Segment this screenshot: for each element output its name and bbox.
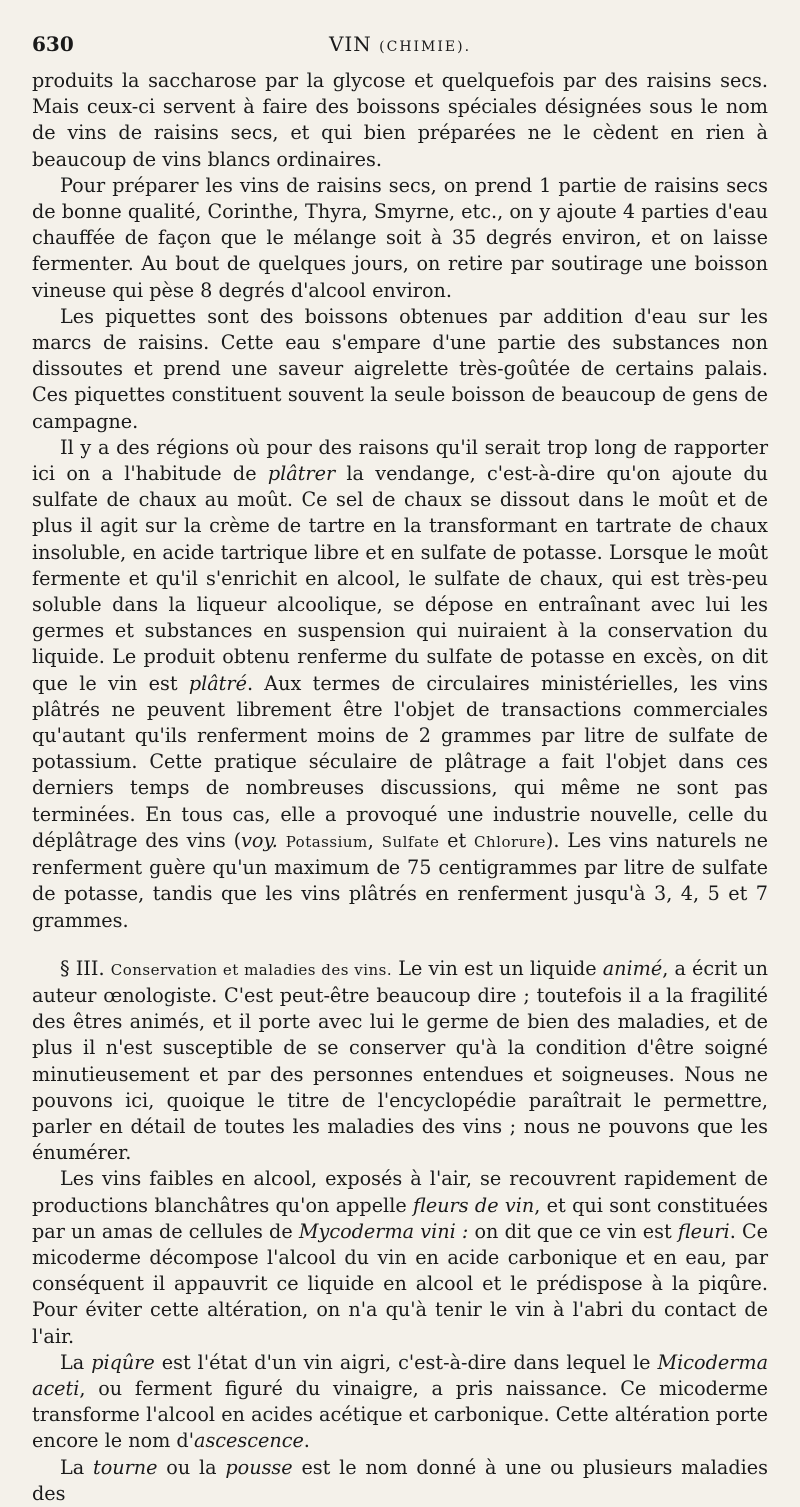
paragraph-platrage: Il y a des régions où pour des raisons qu'il serait trop long de rapporter ici on a l'habitude de plâtrer la vendange, c'est-à-dire qu'on ajoute du sulfate de chaux au moût. Ce sel de chaux se dissout dans le moût et de plus il agit sur la crème de tartre en la transformant en tartrate de chaux insoluble, en acide tartrique libre et en sulfate de potasse. Lorsque le moût fermente et qu'il s'enrichit en alcool, le sulfate de chaux, qui est très-peu soluble dans la liqueur alcoolique, se dépose en entraînant avec lui les germes et substances en suspension qui nuiraient à la conservation du liquide. Le produit obtenu renferme du sulfate de potasse en excès, on dit que le vin est plâtré. Aux termes de circulaires ministérielles, les vins plâtrés ne peuvent librement être l'objet de transactions commerciales qu'autant qu'ils renferment moins de 2 grammes par litre de sulfate de potassium. Cette pratique séculaire de plâtrage a fait l'objet dans ces derniers temps de nombreuses discussions, qui même ne sont pas terminées. En tous cas, elle a provoqué une industrie nouvelle, celle du déplâtrage des vins (voy. Potassium, Sulfate et Chlorure). Les vins naturels ne renferment guère qu'un maximum de 75 centigrammes par litre de sulfate de potasse, tandis que les vins plâtrés en renferment jusqu'à 3, 4, 5 et 7 grammes. [32, 435, 768, 932]
section-number: § III. [60, 956, 105, 980]
section-title: Conservation et maladies des vins. [110, 960, 393, 979]
paragraph-piqure: La piqûre est l'état d'un vin aigri, c'est-à-dire dans lequel le Micoderma aceti, ou ferment figuré du vinaigre, a pris naissance. Ce micoderme transforme l'alcool en acides acétique et carbonique. Cette altération porte encore le nom d'ascescence. [32, 1350, 769, 1453]
running-head [32, 32, 768, 56]
page-number: 630 [32, 32, 74, 56]
running-title: VIN [328, 32, 372, 56]
page-body [32, 68, 768, 1507]
page-header [32, 28, 768, 68]
paragraph-preparation: Pour préparer les vins de raisins secs, on prend 1 partie de raisins secs de bonne qualité, Corinthe, Thyra, Smyrne, etc., on y ajoute 4 parties d'eau chauffée de façon que le mélange soit à 35 degrés environ, et on laisse fermenter. Au bout de quelques jours, on retire par soutirage une boisson vineuse qui pèse 8 degrés d'alcool environ. [32, 173, 768, 302]
paragraph-raisins-secs-intro: produits la saccharose par la glycose et quelquefois par des raisins secs. Mais ceux-ci servent à faire des boissons spéciales désignées sous le nom de vins de raisins secs, et qui bien préparées ne le cèdent en rien à beaucoup de vins blancs ordinaires. [32, 69, 768, 171]
running-subtitle: (CHIMIE). [379, 39, 472, 55]
section-spacer [32, 934, 768, 956]
paragraph-section-iii: § III. Conservation et maladies des vins. Le vin est un liquide animé, a écrit un auteur œnologiste. C'est peut-être beaucoup dire ; toutefois il a la fragilité des êtres animés, et il porte avec lui le germe de bien des maladies, et de plus il n'est susceptible de se conserver qu'à la condition d'être soigné minutieusement et par des personnes entendues et soigneuses. Nous ne pouvons ici, quoique le titre de l'encyclopédie paraîtrait le permettre, parler en détail de toutes les maladies des vins ; nous ne pouvons que les énumérer. [32, 956, 769, 1165]
paragraph-piquettes: Les piquettes sont des boissons obtenues par addition d'eau sur les marcs de raisins. Cette eau s'empare d'une partie des substances non dissoutes et prend une saveur aigrelette très-goûtée de certains palais. Ces piquettes constituent souvent la seule boisson de beaucoup de gens de campagne. [32, 304, 768, 433]
paragraph-tourne: La tourne ou la pousse est le nom donné à une ou plusieurs maladies des [32, 1455, 768, 1505]
paragraph-fleurs-de-vin: Les vins faibles en alcool, exposés à l'air, se recouvrent rapidement de productions blanchâtres qu'on appelle fleurs de vin, et qui sont constituées par un amas de cellules de Mycoderma vini : on dit que ce vin est fleuri. Ce micoderme décompose l'alcool du vin en acide carbonique et en eau, par conséquent il appauvrit ce liquide en alcool et le prédispose à la piqûre. Pour éviter cette altération, on n'a qu'à tenir le vin à l'abri du contact de l'air. [32, 1167, 768, 1348]
